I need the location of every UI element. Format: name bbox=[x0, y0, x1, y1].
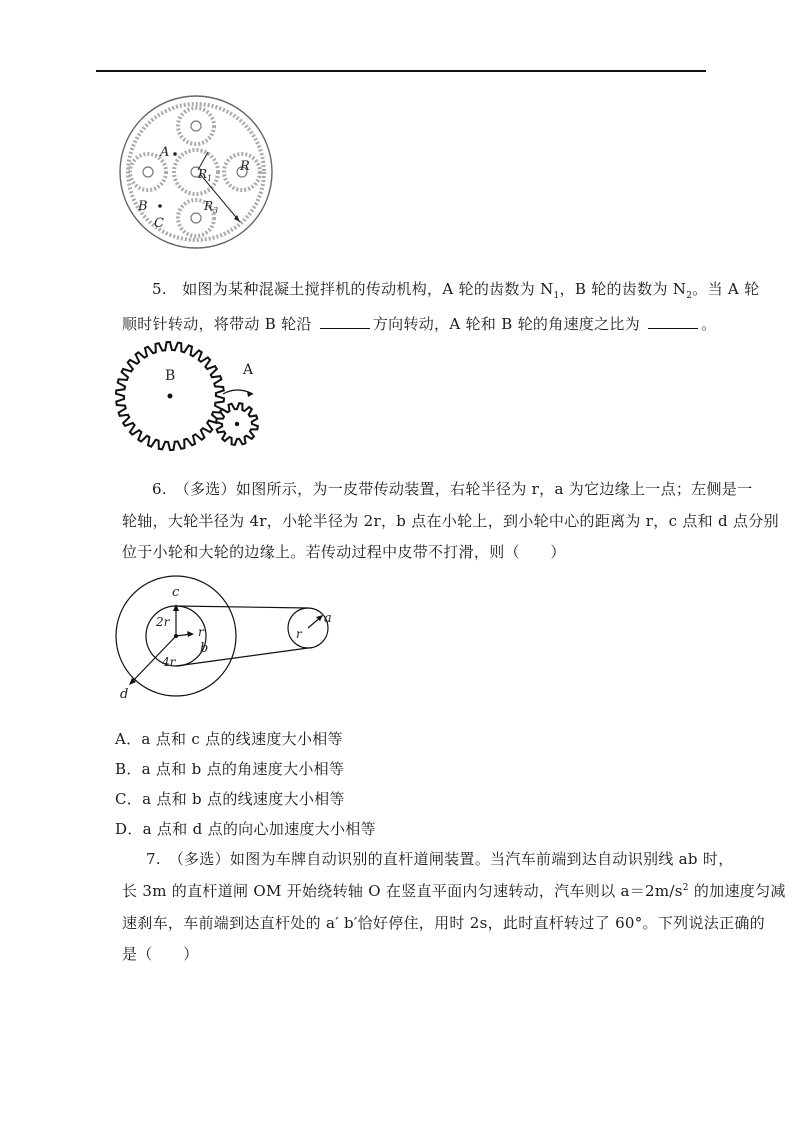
gear-label-b: B bbox=[165, 368, 176, 384]
belt-label-4r: 4r bbox=[162, 655, 176, 669]
planetary-label-c: C bbox=[154, 216, 164, 231]
q6-option-a[interactable]: A．a 点和 c 点的线速度大小相等 bbox=[115, 730, 343, 748]
q7-line-4: 是（ ） bbox=[122, 945, 199, 963]
planetary-label-r1: $R_1$ bbox=[198, 167, 213, 183]
header-rule bbox=[96, 70, 706, 72]
belt-label-r-small: r bbox=[198, 625, 204, 639]
q5-line-2: 顺时针转动，将带动 B 轮沿 方向转动，A 轮和 B 轮的角速度之比为 。 bbox=[122, 315, 717, 333]
belt-label-2r: 2r bbox=[156, 615, 170, 629]
answer-blank-2[interactable] bbox=[648, 314, 698, 329]
planetary-label-b: B bbox=[138, 199, 148, 214]
q5-line-1: 5. 如图为某种混凝土搅拌机的传动机构，A 轮的齿数为 $N_1$，B 轮的齿数为 $N_2$。当 A 轮 bbox=[152, 280, 760, 301]
belt-label-r-right: r bbox=[296, 627, 302, 641]
belt-label-a: a bbox=[324, 611, 332, 626]
gear-label-a: A bbox=[243, 362, 254, 378]
q6-option-b[interactable]: B．a 点和 b 点的角速度大小相等 bbox=[115, 760, 345, 778]
belt-drive-figure bbox=[112, 574, 352, 704]
q6-line-3: 位于小轮和大轮的边缘上。若传动过程中皮带不打滑，则（ ） bbox=[122, 543, 566, 561]
planetary-label-a: A bbox=[160, 145, 170, 160]
answer-blank-1[interactable] bbox=[320, 314, 370, 329]
planetary-label-r2: R bbox=[240, 159, 250, 174]
q6-line-1: 6. （多选）如图所示，为一皮带传动装置，右轮半径为 r，a 为它边缘上一点；左侧是一 bbox=[152, 480, 753, 498]
q6-option-c[interactable]: C．a 点和 b 点的线速度大小相等 bbox=[115, 790, 345, 808]
q7-line-1: 7. （多选）如图为车牌自动识别的直杆道闸装置。当汽车前端到达自动识别线 ab 时， bbox=[146, 850, 734, 868]
belt-label-d: d bbox=[120, 687, 129, 702]
q6-line-2: 轮轴，大轮半径为 4r，小轮半径为 2r，b 点在小轮上，到小轮中心的距离为 r，c 点和 d 点分别 bbox=[122, 512, 779, 530]
planetary-label-r3: $R_3$ bbox=[204, 199, 219, 215]
q7-line-3: 速刹车，车前端到达直杆处的 a′ b′恰好停住，用时 2s，此时直杆转过了 60°。下列说法正确的 bbox=[122, 914, 765, 932]
meshing-gears-figure bbox=[115, 336, 275, 451]
q7-line-2: 长 3m 的直杆道闸 OM 开始绕转轴 O 在竖直平面内匀速转动，汽车则以 $a=2m/s^2$ 的加速度匀减 bbox=[122, 882, 786, 900]
belt-label-c: c bbox=[172, 585, 180, 600]
q6-option-d[interactable]: D．a 点和 d 点的向心加速度大小相等 bbox=[115, 820, 376, 838]
belt-label-b: b bbox=[200, 641, 209, 656]
planetary-gear-figure bbox=[118, 94, 278, 254]
